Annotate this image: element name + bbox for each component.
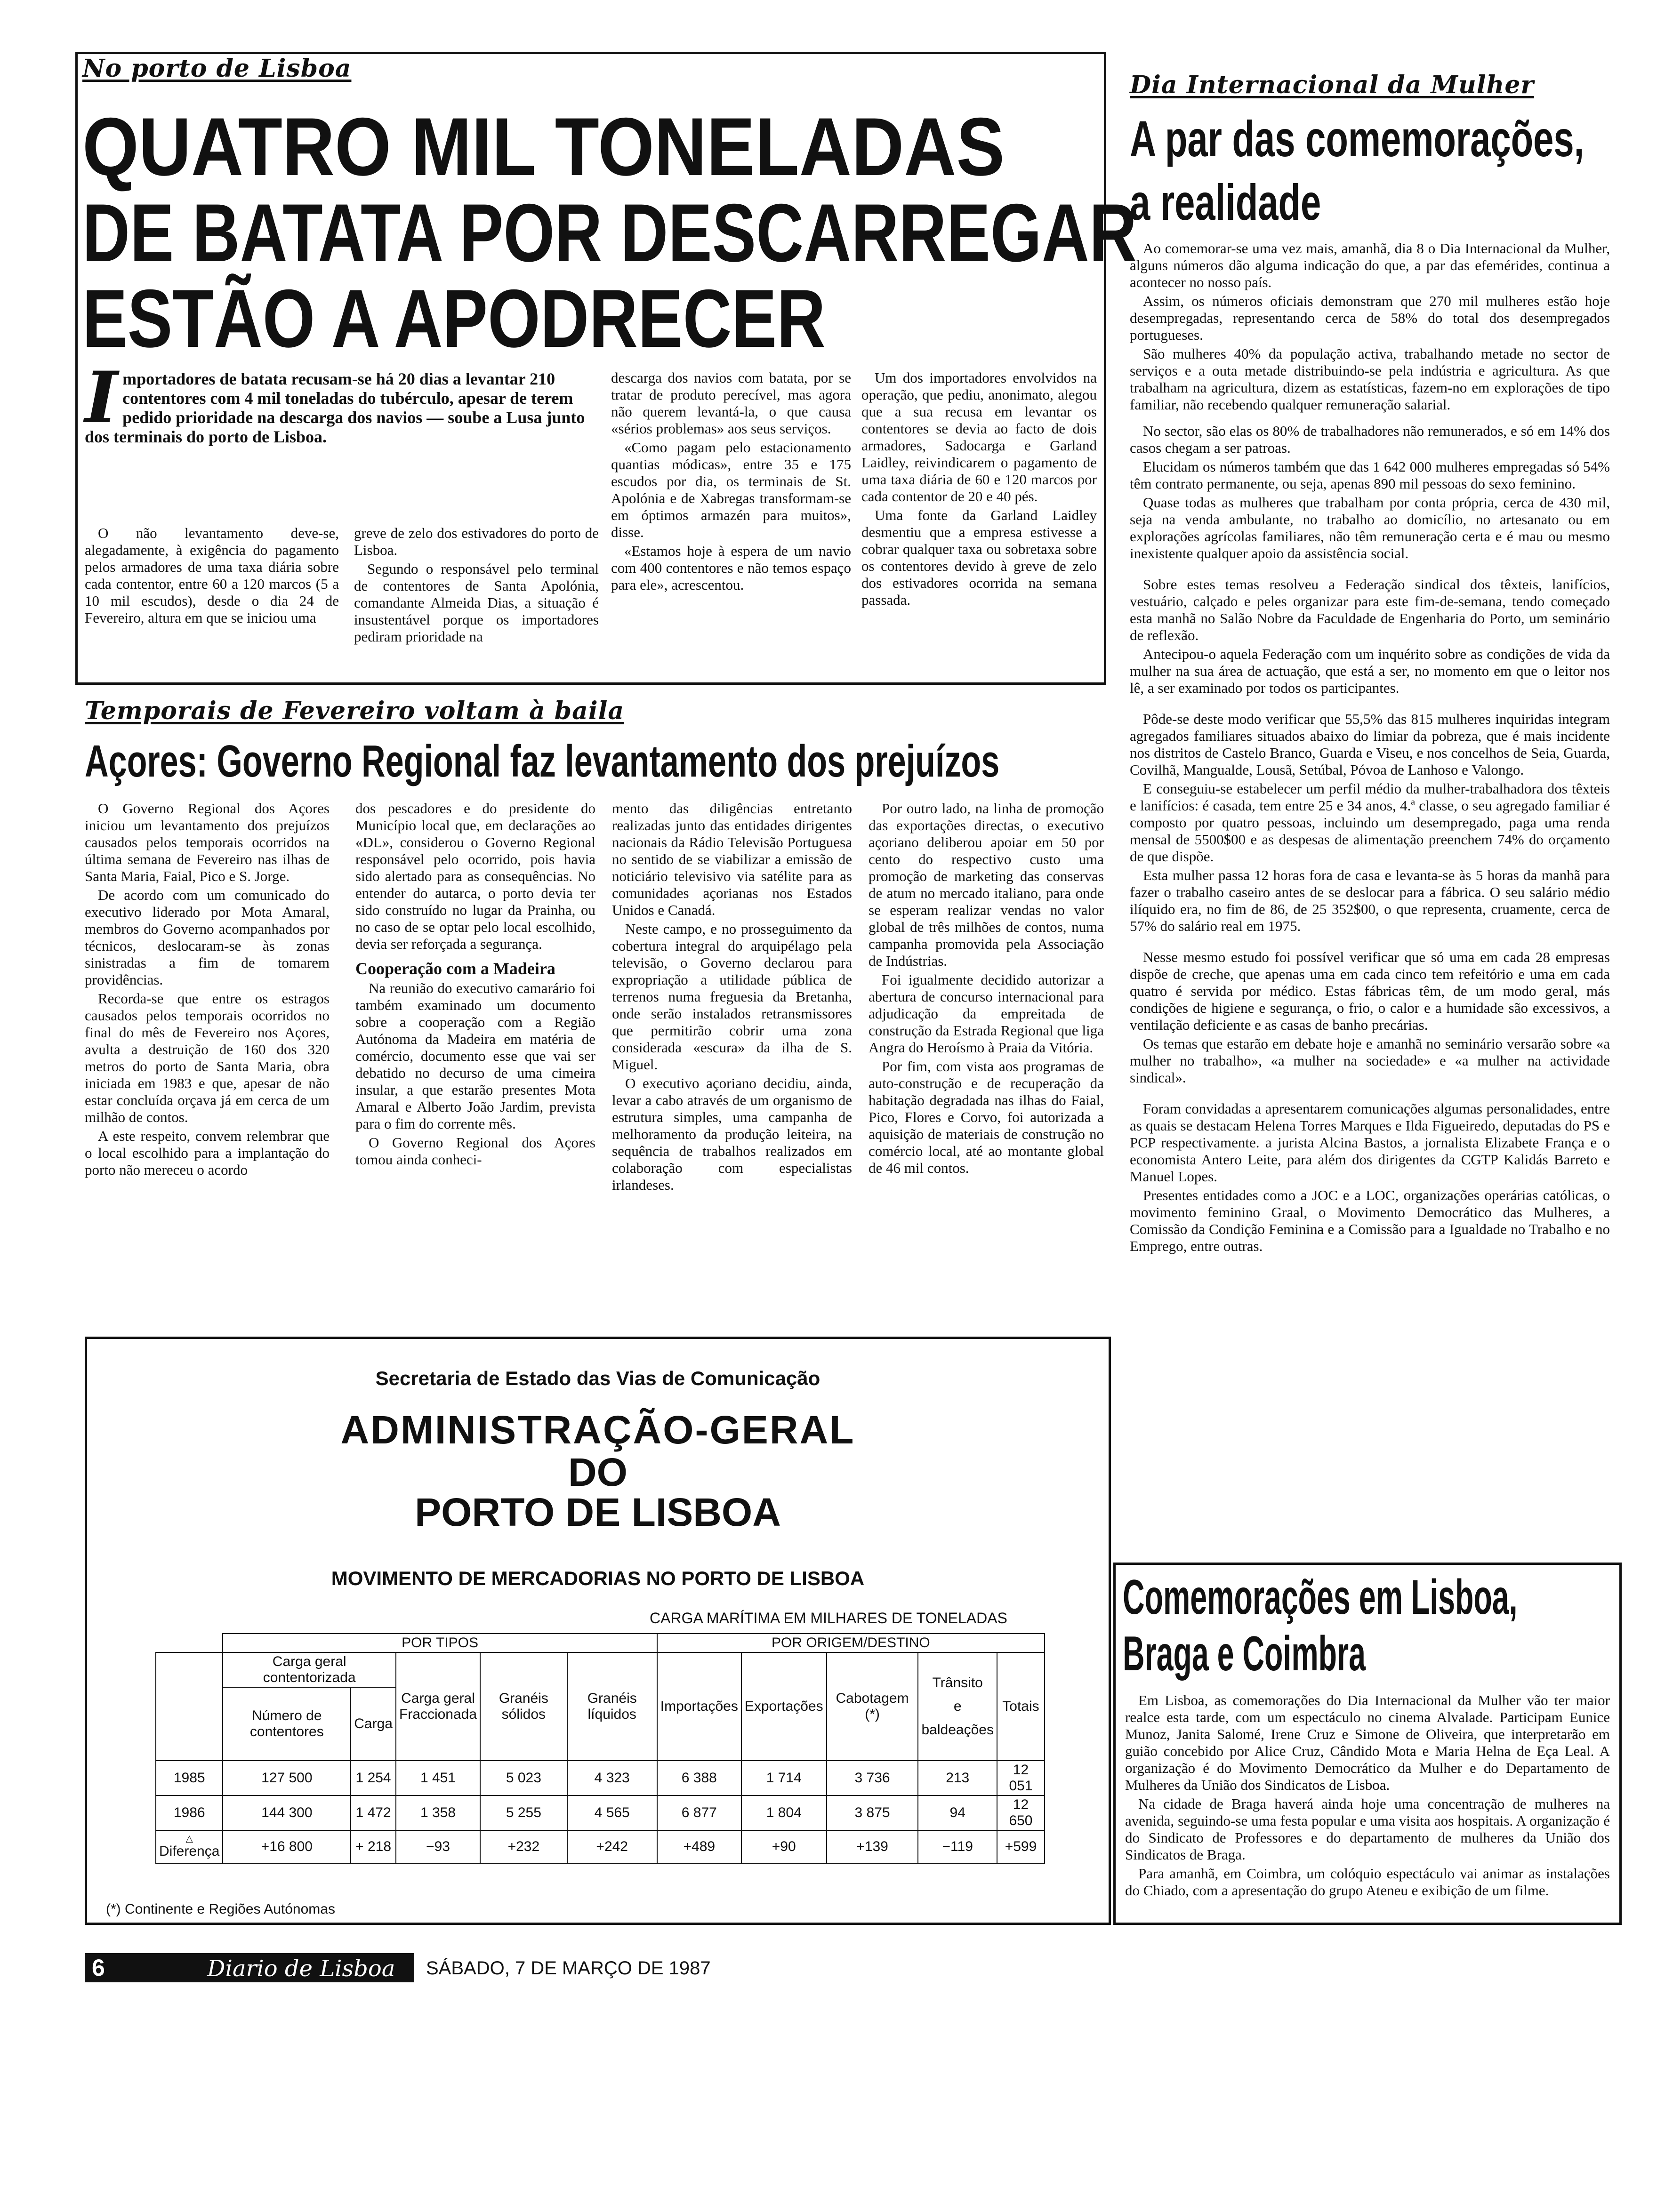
cell: 1 472 bbox=[351, 1795, 396, 1830]
cell: 94 bbox=[918, 1795, 997, 1830]
article-comemoracoes-headline-1: Comemorações em Lisboa, bbox=[1123, 1570, 1518, 1625]
table-header-row bbox=[156, 1634, 1045, 1652]
row-label: 1985 bbox=[156, 1761, 223, 1795]
paragraph: Foi igualmente decidido autorizar a abertura de concurso internacional para adjudicação da empreitada de construção da Estrada Regional que liga Angra do Heroísmo à Praia da Vitória. bbox=[869, 971, 1104, 1056]
cell: 1 714 bbox=[741, 1761, 827, 1795]
group-por-origem: POR ORIGEM/DESTINO bbox=[657, 1634, 1045, 1652]
cell: 1 804 bbox=[741, 1795, 827, 1830]
row-label-text: Diferença bbox=[159, 1843, 220, 1859]
article-acores-kicker: Temporais de Fevereiro voltam à baila bbox=[85, 697, 625, 725]
dropcap: I bbox=[85, 356, 118, 439]
article-comemoracoes-headline-2: Braga e Coimbra bbox=[1123, 1627, 1366, 1681]
paragraph: O Governo Regional dos Açores tomou ainda conheci- bbox=[355, 1134, 595, 1168]
cell: 213 bbox=[918, 1761, 997, 1795]
header-carga: Carga bbox=[351, 1687, 396, 1761]
paragraph: Sobre estes temas resolveu a Federação sindical dos têxteis, lanifícios, vestuário, calçado e peles organizar para este fim-de-semana, tendo começado esta manhã no Salão Nobre da Faculdade de Engenharia do Porto, um seminário de reflexão. bbox=[1130, 576, 1610, 643]
paragraph: São mulheres 40% da população activa, trabalhando metade no sector de serviços e a outa metade distribuindo-se pela indústria e agricultura. As que trabalham na agricultura, dizem as estatísticas, fazem-no em explorações de tipo familiar, não recebendo qualquer remuneração salarial. bbox=[1130, 345, 1610, 413]
paragraph: «Como pagam pelo estacionamento quantias módicas», entre 35 e 175 escudos por dia, os terminais de St. Apolónia e de Xabregas transformam-se em óptimos armazén para muitos», disse. bbox=[611, 439, 851, 540]
paragraph: Uma fonte da Garland Laidley desmentiu que a empresa estivesse a cobrar qualquer taxa ou sobretaxa sobre os contentores devido à greve de zelo dos estivadores ocorrida na semana passada. bbox=[861, 507, 1097, 608]
cell: +90 bbox=[741, 1830, 827, 1863]
paragraph: Assim, os números oficiais demonstram que 270 mil mulheres estão hoje desempregadas, representando cerca de 58% do total dos desempregados portugueses. bbox=[1130, 293, 1610, 343]
header-transito bbox=[918, 1652, 997, 1761]
cell: 6 877 bbox=[657, 1795, 741, 1830]
empty-cell bbox=[156, 1634, 223, 1652]
header-totais: Totais bbox=[997, 1652, 1045, 1761]
paragraph: Presentes entidades como a JOC e a LOC, organizações operárias católicas, o movimento feminino Graal, o Movimento Democrático das Mulheres, a Comissão da Condição Feminina e a Comissão para a Igualdade no Trabalho e no Emprego, entre outras. bbox=[1130, 1187, 1610, 1254]
paragraph: O executivo açoriano decidiu, ainda, levar a cabo através de um organismo de estrutura simples, uma campanha de melhoramento da produção leiteira, na sequência de trabalhos realizados em colaboração com especialistas irlandeses. bbox=[612, 1075, 852, 1193]
paragraph: mento das diligências entretanto realizadas junto das entidades dirigentes nacionais da Rádio Televisão Portuguesa no sentido de se viabilizar a emissão de noticiário televisivo via satélite para as comunidades açorianas nos Estados Unidos e Canadá. bbox=[612, 800, 852, 918]
header-liquidos: Granéis líquidos bbox=[567, 1652, 657, 1761]
header-import: Importações bbox=[657, 1652, 741, 1761]
paragraph: Neste campo, e no prosseguimento da cobertura integral do arquipélago pela televisão, o Governo declarou para expropriação a utilidade pública de terrenos numa freguesia da Bretanha, onde serão instalados retransmissores que permitirão cobrir uma zona considerada «escura» da ilha de S. Miguel. bbox=[612, 921, 852, 1073]
ad-footnote: (*) Continente e Regiões Autónomas bbox=[106, 1901, 335, 1917]
article-acores-headline: Açores: Governo Regional faz levantamento dos prejuízos bbox=[85, 736, 1000, 786]
paragraph: Foram convidadas a apresentarem comunicações algumas personalidades, entre as quais se destacam Helena Torres Marques e Ilda Figueiredo, deputadas do PS e PCP respectivamente. a jurista Alcina Bastos, a jornalista Elizabete França e o economista Antero Leite, para além dos dirigentes da CGTP Kalidás Barreto e Manuel Lopes. bbox=[1130, 1100, 1610, 1185]
header-carga-geral-cont: Carga geral contentorizada bbox=[223, 1652, 396, 1687]
header-fraccionada bbox=[396, 1652, 480, 1761]
triangle-icon: △ bbox=[185, 1834, 193, 1844]
header-transito-1: Trânsito bbox=[932, 1675, 983, 1691]
article-comemoracoes-body bbox=[1125, 1692, 1610, 1901]
article-acores-col2 bbox=[355, 800, 595, 1170]
paragraph: Por outro lado, na linha de promoção das exportações directas, o executivo açoriano deliberou apoiar em 50 por cento do respectivo custo uma promoção de marketing das conservas de atum no mercado italiano, para onde se esperam realizar vendas no valor global de três milhões de contos, numa campanha promovida pela Associação de Indústrias. bbox=[869, 800, 1104, 969]
cell: +16 800 bbox=[223, 1830, 351, 1863]
cell: 4 565 bbox=[567, 1795, 657, 1830]
article-batata-col2 bbox=[354, 525, 599, 647]
paragraph: dos pescadores e do presidente do Município local que, em declarações ao «DL», considerou o Governo Regional responsável pelo ocorrido, pois havia sido alertado para as consequências. No entender do autarca, o porto devia ter sido construído no lugar da Prainha, ou no caso de se optar pelo local escolhido, devia ser reforçada a segurança. bbox=[355, 800, 595, 952]
cell: +139 bbox=[827, 1830, 918, 1863]
cell: −93 bbox=[396, 1830, 480, 1863]
cell: +489 bbox=[657, 1830, 741, 1863]
paragraph: Segundo o responsável pelo terminal de contentores de Santa Apolónia, comandante Almeida Dias, a situação é insustentável porque os importadores pediram prioridade na bbox=[354, 561, 599, 645]
article-batata-col3 bbox=[611, 369, 851, 595]
ad-unit: CARGA MARÍTIMA EM MILHARES DE TONELADAS bbox=[650, 1610, 1007, 1627]
article-batata-headline-1: QUATRO MIL TONELADAS bbox=[82, 101, 1005, 193]
table-row bbox=[156, 1761, 1045, 1795]
paragraph: E conseguiu-se estabelecer um perfil médio da mulher-trabalhadora dos têxteis e lanifícios: é casada, tem entre 25 e 34 anos, 4.ª classe, o seu agregado familiar é composto por quatro pessoas, incluindo um desempregado, paga uma renda mensal de 5500$00 e as despesas de alimentação preenchem 74% do orçamento de que dispõe. bbox=[1130, 780, 1610, 865]
cell: +232 bbox=[480, 1830, 567, 1863]
paragraph: descarga dos navios com batata, por se tratar de produto perecível, mas agora não querem levantá-la, o que causa «sérios problemas» aos seus serviços. bbox=[611, 369, 851, 437]
paragraph: Pôde-se deste modo verificar que 55,5% das 815 mulheres inquiridas integram agregados familiares situados abaixo do limiar da pobreza, que é mais incidente nos distritos de Castelo Branco, Guarda e Viseu, e nos concelhos de Seia, Guarda, Covilhã, Mangualde, Lousã, Setúbal, Póvoa de Lanhoso e Valongo. bbox=[1130, 711, 1610, 778]
lead-text: mportadores de batata recusam-se há 20 dias a levantar 210 contentores com 4 mil toneladas do tubérculo, apesar de terem pedido prioridade na descarga dos navios — soube a Lusa junto dos terminais do porto de Lisboa. bbox=[85, 369, 585, 446]
header-export: Exportações bbox=[741, 1652, 827, 1761]
article-acores-col1 bbox=[85, 800, 330, 1180]
cell: 144 300 bbox=[223, 1795, 351, 1830]
cell: +242 bbox=[567, 1830, 657, 1863]
empty-cell bbox=[156, 1652, 223, 1761]
paragraph: Os temas que estarão em debate hoje e amanhã no seminário versarão sobre «a mulher no trabalho», «a mulher na sociedade» e «a mulher na actividade sindical». bbox=[1130, 1035, 1610, 1086]
article-mulher-headline-2: a realidade bbox=[1130, 174, 1321, 231]
paragraph: O Governo Regional dos Açores iniciou um levantamento dos prejuízos causados pelos temporais ocorridos na última semana de Fevereiro nas ilhas de Santa Maria, Faial, Pico e S. Jorge. bbox=[85, 800, 330, 884]
table-row bbox=[156, 1830, 1045, 1863]
paragraph: Na reunião do executivo camarário foi também examinado um documento sobre a cooperação com a Região Autónoma da Madeira em matéria de comércio, documento esse que vai ser debatido no decurso de uma cimeira insular, a que estarão presentes Mota Amaral e Alberto João Jardim, prevista para o fim do corrente mês. bbox=[355, 980, 595, 1132]
cell: 3 875 bbox=[827, 1795, 918, 1830]
paragraph: Antecipou-o aquela Federação com um inquérito sobre as condições de vida da mulher na sua área de actuação, que está a ser, no momento em que o leitor nos lê, a ser examinado por todos os participantes. bbox=[1130, 646, 1610, 696]
article-batata-headline-2: DE BATATA POR DESCARREGAR bbox=[82, 187, 1137, 279]
cell: 4 323 bbox=[567, 1761, 657, 1795]
cell: 1 254 bbox=[351, 1761, 396, 1795]
group-por-tipos: POR TIPOS bbox=[223, 1634, 657, 1652]
cargo-table bbox=[155, 1633, 1045, 1864]
paragraph: A este respeito, convem relembrar que o local escolhido para a implantação do porto não mereceu o acordo bbox=[85, 1128, 330, 1178]
header-numero: Número de contentores bbox=[223, 1687, 351, 1761]
article-acores-col4 bbox=[869, 800, 1104, 1178]
header-transito-2: e bbox=[953, 1699, 962, 1714]
article-batata-col4 bbox=[861, 369, 1097, 610]
paragraph: De acordo com um comunicado do executivo liderado por Mota Amaral, membros do Governo acompanhados por técnicos, deslocaram-se às zonas sinistradas a fim de tomarem providências. bbox=[85, 887, 330, 988]
article-batata-headline-3: ESTÃO A APODRECER bbox=[82, 273, 826, 365]
paragraph: No sector, são elas os 80% de trabalhadores não remunerados, e só em 14% dos casos chegam a ser patroas. bbox=[1130, 423, 1610, 456]
cell: + 218 bbox=[351, 1830, 396, 1863]
cell: −119 bbox=[918, 1830, 997, 1863]
header-carga-geral: Carga geral bbox=[401, 1691, 475, 1706]
table-row bbox=[156, 1795, 1045, 1830]
paragraph: Por fim, com vista aos programas de auto-construção e de recuperação da habitação degradada nas ilhas do Faial, Pico, Flores e Corvo, foi autorizada a aquisição de materiais de construção no comércio local, até ao montante global de 46 mil contos. bbox=[869, 1058, 1104, 1176]
article-batata-col1 bbox=[85, 525, 339, 628]
paragraph: O não levantamento deve-se, alegadamente, à exigência do pagamento pelos armadores de uma taxa diária sobre cada contentor, entre 60 a 120 marcos (5 a 10 mil escudos), desde o dia 24 de Fevereiro, altura em que se iniciou uma bbox=[85, 525, 339, 626]
cell: 5 023 bbox=[480, 1761, 567, 1795]
cell: 12 650 bbox=[997, 1795, 1045, 1830]
paragraph: greve de zelo dos estivadores do porto de Lisboa. bbox=[354, 525, 599, 558]
paragraph: Esta mulher passa 12 horas fora de casa e levanta-se às 5 horas da manhã para fazer o trabalho caseiro antes de se deslocar para a fábrica. O seu salário médio ilíquido era, no fim de 86, de 25 352$00, o que representa, cruamente, cerca de 57% do salário real em 1975. bbox=[1130, 867, 1610, 934]
ad-title-2: DO bbox=[568, 1450, 627, 1494]
cell: 1 451 bbox=[396, 1761, 480, 1795]
table-header-row bbox=[156, 1652, 1045, 1687]
ad-ministry: Secretaria de Estado das Vias de Comunicação bbox=[375, 1367, 820, 1389]
paragraph: Na cidade de Braga haverá ainda hoje uma concentração de mulheres na avenida, seguindo-se uma festa popular e uma visita aos hospitais. A organização é do Sindicato de Professores e do departamento de mulheres da União dos Sindicatos de Braga. bbox=[1125, 1795, 1610, 1863]
footer-date: SÁBADO, 7 DE MARÇO DE 1987 bbox=[426, 1958, 711, 1979]
article-mulher-headline-1: A par das comemorações, bbox=[1130, 110, 1585, 167]
paragraph: Um dos importadores envolvidos na operação, que pediu, anonimato, alegou que a sua recusa em levantar os contentores se devia ao facto de dois armadores, Sadocarga e Garland Laidley, reivindicarem o pagamento de uma taxa diária de 60 e 120 marcos por cada contentor de 20 e 40 pés. bbox=[861, 369, 1097, 505]
ad-title-1: ADMINISTRAÇÃO-GERAL bbox=[340, 1408, 855, 1452]
masthead-logo: Diario de Lisboa bbox=[207, 1956, 395, 1982]
cell: 3 736 bbox=[827, 1761, 918, 1795]
page-number: 6 bbox=[92, 1955, 105, 1981]
cell: 127 500 bbox=[223, 1761, 351, 1795]
header-fracc: Fraccionada bbox=[399, 1707, 477, 1722]
paragraph: Elucidam os números também que das 1 642 000 mulheres empregadas só 54% têm contrato permanente, ou seja, apenas 890 mil pessoas do sexo feminino. bbox=[1130, 458, 1610, 492]
ad-title-3: PORTO DE LISBOA bbox=[415, 1490, 781, 1534]
ad-subtitle: MOVIMENTO DE MERCADORIAS NO PORTO DE LISBOA bbox=[331, 1567, 865, 1589]
paragraph: «Estamos hoje à espera de um navio com 400 contentores e não temos espaço para ele», acrescentou. bbox=[611, 543, 851, 593]
header-transito-3: baldeações bbox=[921, 1722, 994, 1738]
cell: 6 388 bbox=[657, 1761, 741, 1795]
article-batata-lead bbox=[85, 356, 603, 447]
paragraph: Em Lisboa, as comemorações do Dia Internacional da Mulher vão ter maior realce esta tarde, com um espectáculo no cinema Alvalade. Participam Eunice Munoz, Janita Salomé, Irene Cruz e Simone de Oliveira, que interpretarão em guião concebido por Alice Cruz, Cândido Mota e Maria Helna de Eça Leal. A organização é do Movimento Democrático da Mulher e do Departamento de Mulheres da União dos Sindicatos de Lisboa. bbox=[1125, 1692, 1610, 1793]
row-label bbox=[156, 1830, 223, 1863]
cell: 12 051 bbox=[997, 1761, 1045, 1795]
paragraph: Ao comemorar-se uma vez mais, amanhã, dia 8 o Dia Internacional da Mulher, alguns números dão alguma indicação do que, a par das efemérides, continua a acontecer no nosso país. bbox=[1130, 240, 1610, 290]
article-mulher-body bbox=[1130, 240, 1610, 1257]
paragraph: Nesse mesmo estudo foi possível verificar que só uma em cada 28 empresas dispõe de creche, que apenas uma em cada cinco tem refeitório e uma em cada quatro é servida por médico. Estas fábricas têm, de um modo geral, más condições de higiene e segurança, o frio, o calor e a humidade são excessivos, a ventilação deficiente e as casas de banho precárias. bbox=[1130, 949, 1610, 1033]
cell: 5 255 bbox=[480, 1795, 567, 1830]
paragraph: Para amanhã, em Coimbra, um colóquio espectáculo vai animar as instalações do Chiado, com a apresentação do grupo Ateneu e exibição de um filme. bbox=[1125, 1865, 1610, 1899]
article-acores-col3 bbox=[612, 800, 852, 1195]
article-batata-kicker: No porto de Lisboa bbox=[82, 54, 352, 83]
row-label: 1986 bbox=[156, 1795, 223, 1830]
paragraph: Quase todas as mulheres que trabalham por conta própria, cerca de 430 mil, seja na venda ambulante, no trabalho ao domicílio, no artesanato ou em explorações agrícolas familiares, não têm remuneração certa e é mau ou mesmo inexistente qualquer apoio da assistência social. bbox=[1130, 494, 1610, 561]
header-solidos: Granéis sólidos bbox=[480, 1652, 567, 1761]
cell: +599 bbox=[997, 1830, 1045, 1863]
header-cabot: Cabotagem (*) bbox=[827, 1652, 918, 1761]
paragraph: Recorda-se que entre os estragos causados pelos temporais ocorridos no final do mês de Fevereiro nos Açores, avulta a destruição de 160 dos 320 metros do porto de Santa Maria, obra iniciada em 1983 e que, apesar de não estar concluída orçava já em cerca de um milhão de contos. bbox=[85, 990, 330, 1125]
article-mulher-kicker: Dia Internacional da Mulher bbox=[1130, 71, 1534, 99]
subhead: Cooperação com a Madeira bbox=[355, 959, 555, 978]
cell: 1 358 bbox=[396, 1795, 480, 1830]
